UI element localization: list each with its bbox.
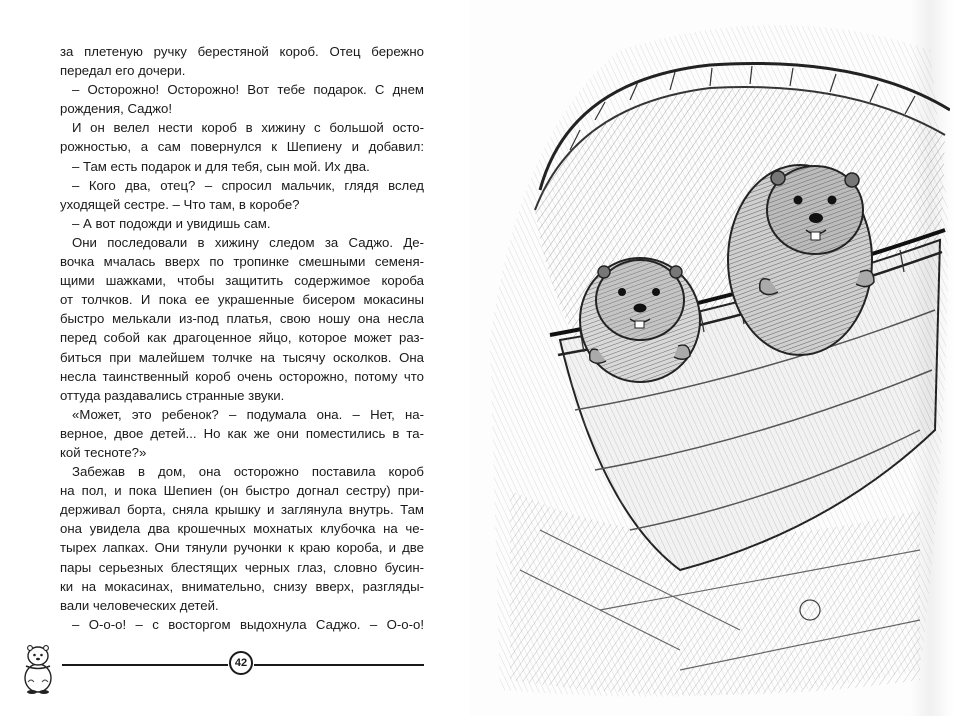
text-line: ки на мокасинах, внимательно, снизу вверх, разгляды- [60, 578, 424, 594]
text-line: «Может, это ребенок? – подумала она. – Нет, на- [72, 406, 424, 422]
text-line: рожностью, а сам повернулся к Шепиену и добавил: [60, 139, 424, 155]
text-line: Забежав в дом, она осторожно поставила короб [72, 464, 424, 480]
text-line: – А вот подожди и увидишь сам. [72, 215, 271, 231]
text-line: верное, двое детей... Но как же они поместились в та- [60, 425, 424, 441]
body-text [60, 42, 424, 634]
text-line: несла таинственный короб очень осторожно, потому что [60, 368, 424, 384]
text-line: – Осторожно! Осторожно! Вот тебе подарок. С днем [72, 82, 424, 98]
text-line: вочка мчалась вверх по тропинке смешными семеня- [60, 254, 424, 270]
beavers-in-basket-illustration [480, 10, 950, 700]
text-line: пары серьезных блестящих черных глаз, словно бусин- [60, 559, 424, 575]
right-page [470, 0, 953, 716]
text-line: оттуда раздавались странные звуки. [60, 387, 285, 403]
gutter-shadow [910, 0, 950, 716]
text-line: – Там есть подарок и для тебя, сын мой. Их два. [72, 158, 370, 174]
text-line: она увидела два крошечных мохнатых клубочка на че- [60, 521, 424, 537]
text-line: за плетеную ручку берестяной короб. Отец бережно [60, 44, 424, 59]
text-line: перед собой как драгоценное яйцо, которое может раз- [60, 330, 424, 346]
footer-rule-right [254, 664, 424, 666]
text-line: биться при малейшем толчке на тысячу осколков. Она [60, 349, 424, 365]
page-number: 42 [229, 651, 253, 675]
text-line: тырех лапках. Они тянули ручонки к краю короба, и две [60, 540, 424, 556]
beaver-mascot-icon [18, 638, 58, 694]
text-line: рождения, Саджо! [60, 101, 173, 117]
footer-rule-left [62, 664, 228, 666]
text-line: И он велел нести короб в хижину с большой осто- [72, 120, 424, 136]
text-line: щими шажками, чтобы защитить содержимое короба [60, 273, 424, 289]
text-line: передал его дочери. [60, 63, 186, 79]
text-line: Они последовали в хижину следом за Саджо. Де- [72, 234, 424, 250]
text-line: от толчков. И пока ее украшенные бисером мокасины [60, 292, 424, 308]
text-line: – О-о-о! – с восторгом выдохнула Саджо. – О-о-о! [72, 616, 424, 632]
text-line: на пол, и пока Шепиен (он быстро догнал сестру) при- [60, 483, 424, 499]
text-line: кой тесноте?» [60, 444, 147, 460]
text-line: быстро мелькали из-под платья, свою ношу она несла [60, 311, 424, 327]
text-line: вали человеческих детей. [60, 597, 219, 613]
text-line: – Кого два, отец? – спросил мальчик, глядя вслед [72, 177, 424, 193]
left-page [0, 0, 470, 716]
text-line: держивал борта, сняла крышку и заглянула внутрь. Там [60, 502, 424, 518]
text-line: уходящей сестре. – Что там, в коробе? [60, 196, 300, 212]
